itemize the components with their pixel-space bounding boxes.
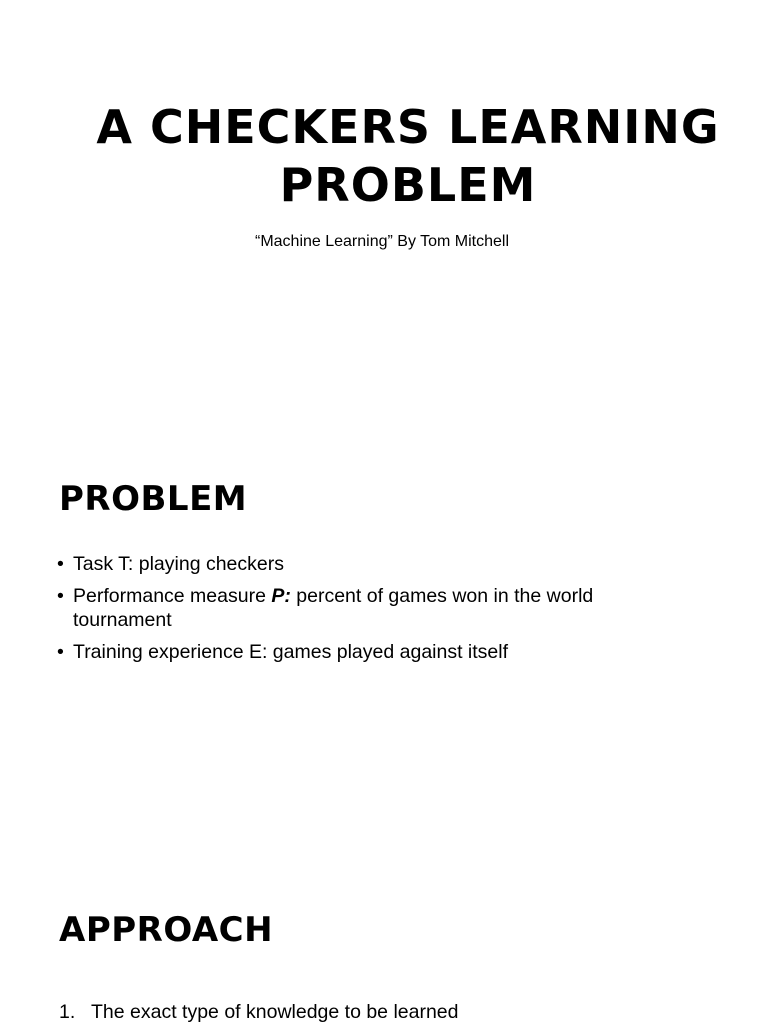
bullet-dot-icon: • xyxy=(57,553,64,575)
numbered-item-text: The exact type of knowledge to be learned xyxy=(91,1001,459,1023)
approach-heading: APPROACH xyxy=(59,910,274,950)
bullet-task xyxy=(57,552,657,576)
problem-bullet-list xyxy=(57,552,657,672)
bullet-text: Task T: playing checkers xyxy=(73,553,284,575)
problem-slide xyxy=(0,432,768,864)
title-slide xyxy=(0,0,768,432)
presentation-title: A CHECKERS LEARNING PROBLEM xyxy=(96,100,720,212)
bullet-training xyxy=(57,640,657,664)
bullet-text-suffix: percent of games won in the world tournament xyxy=(73,585,594,631)
bullet-text-prefix: Performance measure xyxy=(73,585,272,607)
numbered-item xyxy=(59,1000,699,1024)
bullet-dot-icon: • xyxy=(57,585,64,607)
bullet-text: Training experience E: games played against itself xyxy=(73,641,509,663)
problem-heading: PROBLEM xyxy=(59,479,248,519)
presentation-subtitle: “Machine Learning” By Tom Mitchell xyxy=(254,233,510,250)
list-number: 1. xyxy=(59,1001,76,1023)
approach-slide xyxy=(0,864,768,1024)
bullet-performance xyxy=(57,584,657,632)
approach-numbered-list xyxy=(59,1000,699,1024)
bullet-emphasis: P: xyxy=(271,585,291,607)
bullet-dot-icon: • xyxy=(57,641,64,663)
